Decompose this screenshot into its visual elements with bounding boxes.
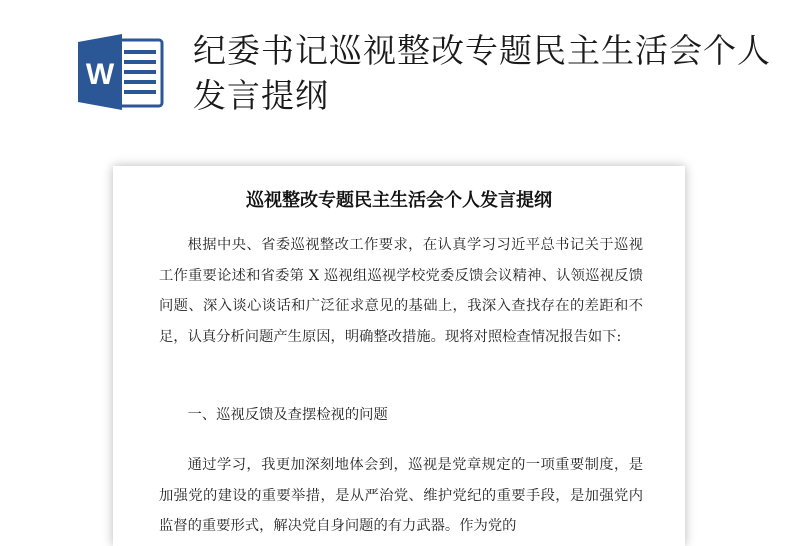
section-heading: 一、巡视反馈及查摆检视的问题 bbox=[187, 407, 388, 423]
document-title: 巡视整改专题民主生活会个人发言提纲 bbox=[246, 190, 552, 211]
word-icon-letter: W bbox=[85, 58, 115, 91]
document-paragraph: 根据中央、省委巡视整改工作要求，在认真学习习近平总书记关于巡视工作重要论述和省委第 X 巡视组巡视学校党委反馈会议精神、认领巡视反馈问题、深入谈心谈话和广泛征求意见的基础上，我深入查找存在的差距和不足，认真分析问题产生原因，明确整改措施。现将对照检查情况报告如下: bbox=[159, 237, 643, 345]
page-title: 纪委书记巡视整改专题民主生活会个人发言提纲 bbox=[193, 31, 771, 115]
header bbox=[0, 0, 800, 150]
word-document-icon bbox=[76, 30, 166, 114]
document-paragraph: 通过学习，我更加深刻地体会到，巡视是党章规定的一项重要制度，是加强党的建设的重要举措，是从严治党、维护党纪的重要手段，是加强党内监督的重要形式，解决党自身问题的有力武器。作为党的 bbox=[159, 457, 643, 535]
document-page bbox=[113, 166, 685, 546]
